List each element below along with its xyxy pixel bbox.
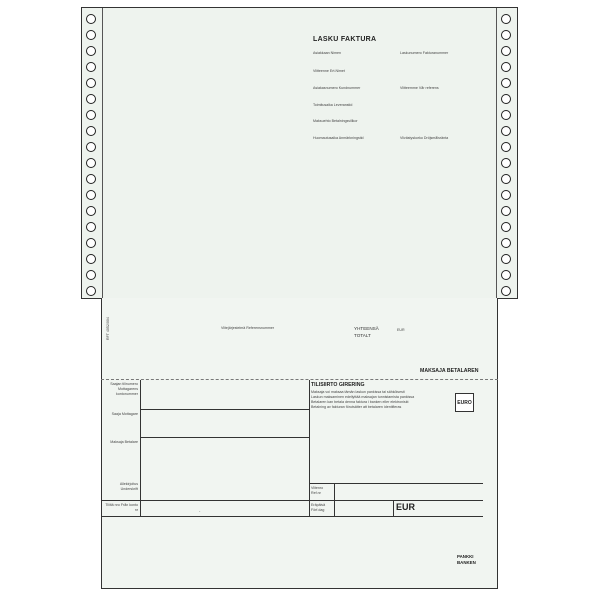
tractor-hole — [501, 62, 511, 72]
giro-divider — [334, 483, 335, 517]
giro-text: Betalning av fakturan förutsätter att betalaren identifieras — [311, 405, 402, 409]
tractor-hole — [86, 174, 96, 184]
bank-label: PANKKI — [457, 554, 474, 559]
tractor-hole — [501, 94, 511, 104]
giro-rule — [101, 500, 309, 501]
tractor-hole — [501, 46, 511, 56]
giro-rule — [140, 409, 309, 410]
tractor-hole — [501, 110, 511, 120]
invoice-bottom-sheet — [101, 298, 498, 589]
tractor-hole — [501, 78, 511, 88]
ref-label: Viitenro Ref.nr — [311, 486, 324, 495]
euro-logo-text: EURO — [457, 399, 472, 406]
tractor-hole — [501, 238, 511, 248]
field-label: Maksuehto Betalningsvillkor — [313, 119, 358, 123]
tractor-hole — [86, 110, 96, 120]
giro-divider — [393, 500, 394, 517]
invoice-title: LASKU FAKTURA — [313, 36, 377, 43]
left-tractor-strip — [82, 8, 103, 298]
tractor-hole — [501, 206, 511, 216]
giro-border — [101, 380, 102, 589]
currency-label: EUR — [397, 328, 405, 332]
giro-rule — [309, 516, 483, 517]
tractor-hole — [86, 126, 96, 136]
tractor-hole — [86, 238, 96, 248]
giro-title: TILISIIRTO GIRERING — [311, 382, 365, 388]
tractor-hole — [86, 222, 96, 232]
tractor-hole — [501, 14, 511, 24]
right-tractor-strip — [496, 8, 517, 298]
giro-currency: EUR — [396, 502, 416, 512]
giro-label: Saajan tilinumero Mottagarens kontonummer — [110, 382, 138, 396]
tractor-hole — [86, 254, 96, 264]
tractor-hole — [501, 142, 511, 152]
tractor-hole — [86, 158, 96, 168]
tractor-hole — [501, 270, 511, 280]
total-label: TOTALT — [354, 333, 371, 338]
tractor-hole — [86, 270, 96, 280]
tractor-hole — [86, 190, 96, 200]
giro-label: Saaja Mottagare — [111, 412, 138, 416]
due-date-label: Eräpäivä Förf.dag — [311, 503, 326, 512]
invoice-top-sheet — [81, 7, 518, 299]
giro-rule — [309, 483, 483, 484]
tear-line — [101, 379, 498, 380]
field-label: Asiakasnumero Kundnummer — [313, 86, 361, 90]
tractor-hole — [501, 174, 511, 184]
payer-label: MAKSAJA BETALAREN — [420, 368, 479, 374]
giro-divider — [140, 380, 141, 517]
field-label: Huomautusaika Anmärkningstid — [313, 136, 364, 140]
giro-rule — [140, 437, 309, 438]
tractor-hole — [86, 286, 96, 296]
tractor-hole — [86, 94, 96, 104]
giro-text: Maksaja voi maksaa tämän laskun pankissa tai sähköisesti — [311, 390, 405, 394]
field-label: Viitteemme Vår referens — [400, 86, 439, 90]
euro-logo — [455, 393, 474, 412]
giro-label: Maksaja Betalare — [110, 440, 138, 444]
tractor-hole — [86, 142, 96, 152]
tractor-hole — [501, 254, 511, 264]
tractor-hole — [501, 190, 511, 200]
form-code: RFT 4052/004 — [106, 317, 110, 340]
tractor-hole — [501, 158, 511, 168]
tractor-hole — [86, 206, 96, 216]
field-label: Viivästyskorko Dröjsmålsränta — [400, 136, 449, 140]
giro-text: Betalaren kan betala denna faktura i banken eller elektroniskt — [311, 400, 409, 404]
tractor-hole — [86, 30, 96, 40]
tractor-hole — [501, 30, 511, 40]
giro-text: Laskun maksaminen edellyttää maksajan tunnistamista pankissa — [311, 395, 415, 399]
tractor-hole — [86, 62, 96, 72]
tractor-hole — [86, 78, 96, 88]
tractor-hole — [86, 14, 96, 24]
dot-mark: · — [199, 509, 201, 515]
field-label: Viitteenne Ert.Nimet — [313, 69, 345, 73]
tractor-hole — [86, 46, 96, 56]
tractor-hole — [501, 126, 511, 136]
reference-label: Viitejärjestelmä Referensnummer — [221, 326, 275, 330]
giro-label: Tililtä nro Från konto nr — [105, 503, 138, 512]
total-label: YHTEENSÄ — [354, 326, 379, 331]
field-label: Asiakkaan Nimen — [313, 51, 341, 55]
field-label: Toimitusaika Leveranstid — [313, 103, 353, 107]
giro-rule — [309, 500, 483, 501]
giro-label: Allekirjoitus Underskrift — [119, 482, 138, 491]
giro-rule — [101, 516, 309, 517]
tractor-hole — [501, 286, 511, 296]
bank-label: BANKEN — [457, 560, 476, 565]
field-label: Laskunumero Fakturanummer — [400, 51, 449, 55]
giro-divider — [309, 380, 310, 517]
tractor-hole — [501, 222, 511, 232]
